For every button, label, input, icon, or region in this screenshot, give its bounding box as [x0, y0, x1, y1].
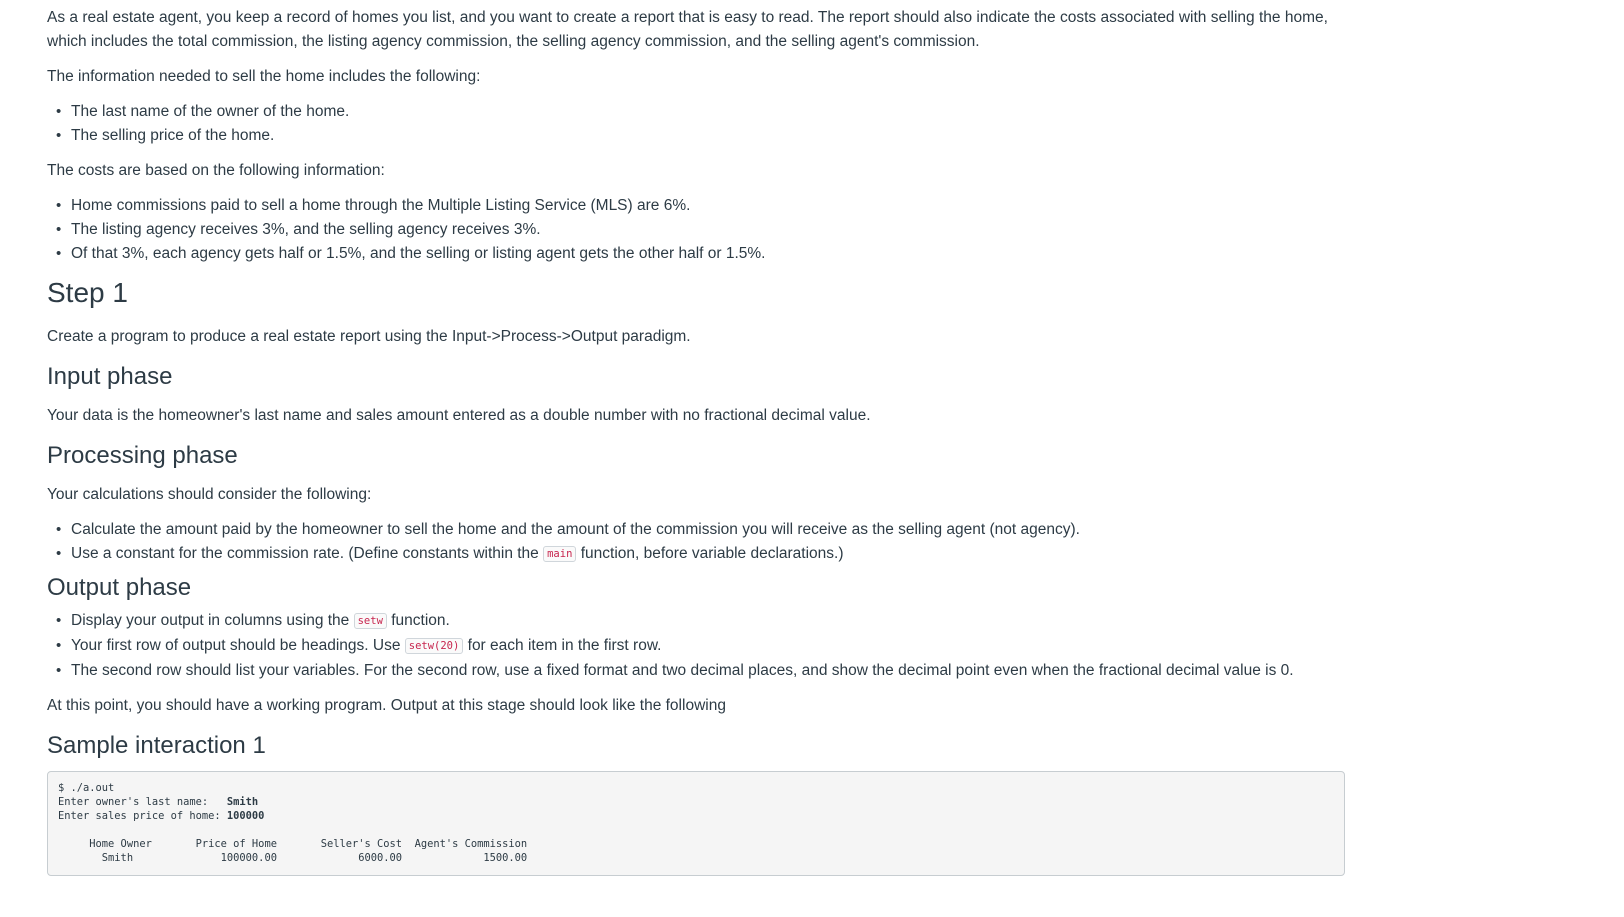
list-item: [71, 609, 1347, 634]
code-setw20: setw(20): [405, 638, 464, 654]
terminal-output: [47, 771, 1345, 876]
step1-heading: Step 1: [47, 277, 128, 308]
code-main: main: [543, 546, 576, 562]
list-text: function.: [386, 612, 450, 629]
terminal-header-row: Home Owner Price of Home Seller's Cost Agent's Commission: [58, 838, 528, 850]
list-item: • Home commissions paid to sell a home through the Multiple Listing Service (MLS) are 6%.: [71, 194, 1347, 218]
info-needed-lead: The information needed to sell the home includes the following:: [47, 68, 481, 85]
input-phase-text: Your data is the homeowner's last name and sales amount entered as a double number with no fractional decimal value.: [47, 407, 871, 424]
working-program-text: At this point, you should have a working program. Output at this stage should look like the following: [47, 697, 726, 714]
list-item: • The second row should list your variables. For the second row, use a fixed format and two decimal places, and show the decimal point even when the fractional decimal value is 0.: [71, 659, 1347, 683]
processing-phase-heading: Processing phase: [47, 442, 238, 469]
list-text: for each item in the first row.: [463, 637, 662, 654]
list-text: Your first row of output should be headings. Use: [71, 637, 405, 654]
list-item: • Of that 3%, each agency gets half or 1.5%, and the selling or listing agent gets the other half or 1.5%.: [71, 242, 1347, 266]
list-item: [71, 634, 1347, 659]
terminal-prompt: Enter owner's last name:: [58, 796, 227, 808]
step1-text: Create a program to produce a real estate report using the Input->Process->Output paradigm.: [47, 328, 691, 345]
processing-phase-lead: Your calculations should consider the following:: [47, 486, 372, 503]
terminal-prompt: Enter sales price of home:: [58, 810, 227, 822]
terminal-input: Smith: [226, 796, 259, 808]
list-text: function, before variable declarations.): [576, 545, 844, 562]
input-phase-heading: Input phase: [47, 363, 173, 390]
list-item: • The last name of the owner of the home.: [71, 100, 1347, 124]
costs-list: [47, 194, 1347, 266]
list-item: [71, 542, 1347, 567]
list-item: • The selling price of the home.: [71, 124, 1347, 148]
costs-lead: The costs are based on the following information:: [47, 162, 385, 179]
processing-list: [47, 518, 1347, 567]
list-text: Display your output in columns using the: [71, 612, 354, 629]
output-phase-heading: Output phase: [47, 574, 192, 601]
list-item: • Calculate the amount paid by the homeowner to sell the home and the amount of the commission you will receive as the selling agent (not agency).: [71, 518, 1347, 542]
list-item: • The listing agency receives 3%, and the selling agency receives 3%.: [71, 218, 1347, 242]
terminal-input: 100000: [226, 810, 265, 822]
list-text: Use a constant for the commission rate. (Define constants within the: [71, 545, 544, 562]
intro-paragraph: As a real estate agent, you keep a record of homes you list, and you want to create a report that is easy to read. The report should also indicate the costs associated with selling the home, which includes the total commission, the listing agency commission, the selling agency commission, and the selling agent's commission.: [47, 9, 1328, 50]
terminal-command: $ ./a.out: [58, 782, 115, 794]
info-needed-list: [47, 100, 1347, 148]
sample-interaction-heading: Sample interaction 1: [47, 732, 266, 759]
terminal-value-row: Smith 100000.00 6000.00 1500.00: [58, 852, 528, 864]
output-list: [47, 609, 1347, 683]
code-setw: setw: [354, 613, 387, 629]
